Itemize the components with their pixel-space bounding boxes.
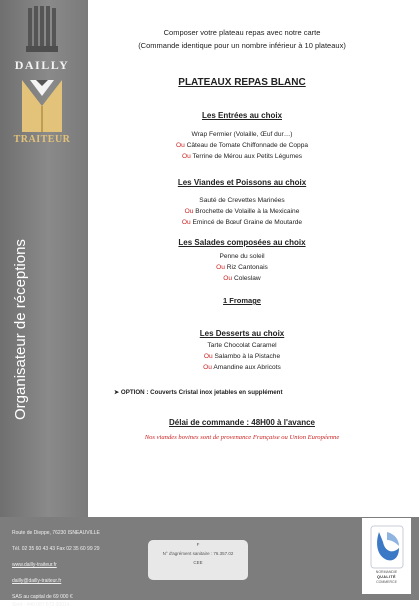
intro-line-2: (Commande identique pour un nombre inférieur à 10 plateaux) xyxy=(138,41,346,50)
email-link[interactable]: dailly@dailly-traiteur.fr xyxy=(12,578,62,584)
contact-info xyxy=(12,528,100,611)
item-label: Tarte Chocolat Caramel xyxy=(207,342,277,349)
ou-label: Ou xyxy=(203,353,213,360)
ou-label: Ou xyxy=(223,275,233,282)
ou-label: Ou xyxy=(216,264,225,271)
provenance-notice: Nos viandes bovines sont de provenance Française ou Union Européenne xyxy=(144,434,340,441)
sidebar-panel xyxy=(0,0,88,600)
item-label: Coleslaw xyxy=(233,275,261,282)
ou-label: Ou xyxy=(181,153,191,160)
ou-label: Ou xyxy=(184,208,194,215)
menu-item xyxy=(92,342,392,349)
menu-item xyxy=(92,142,392,149)
order-delay: Délai de commande : 48H00 à l'avance xyxy=(169,418,315,427)
ou-label: Ou xyxy=(181,219,191,226)
menu-item xyxy=(92,208,392,215)
quality-line-commerce: COMMERCE xyxy=(376,580,397,584)
menu-item xyxy=(92,197,392,204)
item-label: Wrap Fermier (Volaille, Œuf dur…) xyxy=(191,131,293,138)
option-line xyxy=(114,389,283,396)
menu-item xyxy=(92,219,392,226)
menu-item xyxy=(92,153,392,160)
stamp-line-cee: CEE xyxy=(193,560,203,565)
siret: Siret : 440 087 572 00014 xyxy=(12,602,70,608)
brand-name: DAILLY xyxy=(14,58,70,72)
item-label: Amandine aux Abricots xyxy=(213,364,281,371)
quality-badge xyxy=(362,518,411,594)
item-label: Penne du soleil xyxy=(219,253,265,260)
section-title-salades: Les Salades composées au choix xyxy=(178,238,306,247)
menu-item xyxy=(92,364,392,371)
item-label: Emincé de Bœuf Graine de Moutarde xyxy=(192,219,303,226)
menu-item xyxy=(92,253,392,260)
capital: SAS au capital de 69 000 € xyxy=(12,594,73,600)
stamp-line-number: N° d'agrément sanitaire : 76.357.02 xyxy=(162,551,234,556)
quality-line-region: NORMANDIE xyxy=(375,570,398,574)
menu-item xyxy=(92,353,392,360)
quality-logo-icon xyxy=(369,524,405,570)
item-label: Brochette de Volaille à la Mexicaine xyxy=(195,208,300,215)
menu-title: PLATEAUX REPAS BLANC xyxy=(178,77,306,88)
brand-sub: TRAITEUR xyxy=(13,134,71,145)
arrow-bullet-icon: ➤ xyxy=(114,389,120,396)
ou-label: Ou xyxy=(175,142,185,149)
quality-line-label: QUALITÉ xyxy=(377,575,396,579)
item-label: Riz Cantonais xyxy=(226,264,268,271)
stamp-line-country: F xyxy=(196,542,200,547)
ou-label: Ou xyxy=(203,364,212,371)
menu-item xyxy=(92,131,392,138)
section-title-viandes: Les Viandes et Poissons au choix xyxy=(177,178,307,187)
item-label: Terrine de Mérou aux Petits Légumes xyxy=(192,153,303,160)
menu-item xyxy=(92,275,392,282)
section-title-desserts: Les Desserts au choix xyxy=(199,329,285,338)
item-label: Sauté de Crevettes Marinées xyxy=(199,197,285,204)
menu-item xyxy=(92,264,392,271)
item-label: Salambo à la Pistache xyxy=(214,353,281,360)
address: Route de Dieppe, 76230 ISNEAUVILLE xyxy=(12,530,100,536)
item-label: Câteau de Tomate Chiffonnade de Coppa xyxy=(186,142,309,149)
tagline: Organisateur de réceptions xyxy=(12,239,29,420)
sanitary-approval-stamp xyxy=(148,540,248,580)
phone-fax: Tél. 02 35 60 43 43 Fax 02 35 60 99 29 xyxy=(12,546,100,552)
fromage-line: 1 Fromage xyxy=(223,296,261,305)
section-title-entrees: Les Entrées au choix xyxy=(201,111,283,120)
option-text: OPTION : Couverts Cristal inox jetables en supplément xyxy=(120,389,283,396)
website-link[interactable]: www.dailly-traiteur.fr xyxy=(12,562,57,568)
intro-line-1: Composer votre plateau repas avec notre carte xyxy=(163,28,321,37)
